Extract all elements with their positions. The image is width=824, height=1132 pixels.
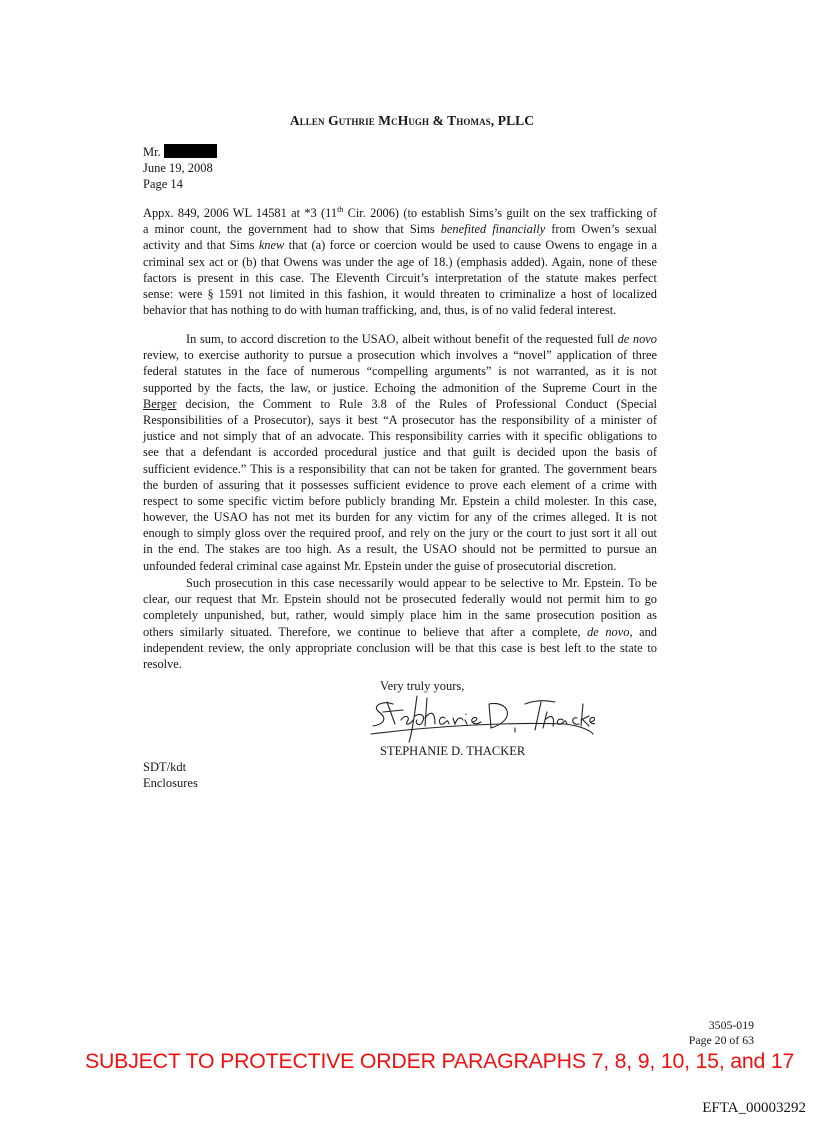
text-line (143, 525, 657, 541)
text-run: In sum, to accord discretion to the USAO, albeit without benefit of the requested full (186, 332, 618, 346)
text-run: Responsibilities of a Prosecutor), says it best “A prosecutor has the responsibility of a minister of (143, 412, 657, 427)
text-run: clear, our request that Mr. Epstein should not be prosecuted federally would not permit him to go (143, 592, 657, 607)
paragraph-2 (143, 331, 657, 574)
text-run: Such prosecution in this case necessarily would appear to be selective to Mr. Epstein. To be (186, 576, 657, 590)
text-line (143, 624, 657, 640)
text-run: decision, the Comment to Rule 3.8 of the Rules of Professional Conduct (Special (176, 396, 657, 411)
text-line (143, 558, 657, 574)
text-run: the burden of assuring that it possesses sufficient evidence to prove each element of a crime with (143, 477, 657, 492)
text-line (143, 509, 657, 525)
initials: SDT/kdt (143, 760, 187, 774)
text-run: see that a defendant is accorded procedural justice and that guilt is decided upon the basis of (143, 445, 657, 460)
text-line (143, 656, 657, 672)
text-run: in the end. The stakes are too high. As a result, the USAO should not be permitted to pursue an (143, 542, 657, 557)
text-run: Cir. 2006) (to establish Sims’s guilt on the sex trafficking of (343, 206, 657, 220)
recipient-label: Mr. (143, 145, 161, 159)
document-number: 3505-019 (708, 1018, 754, 1032)
text-run: resolve. (143, 656, 182, 671)
text-run: review, to exercise authority to pursue a prosecution which involves a “novel” application of three (143, 348, 657, 363)
text-run: completely unpunished, but, rather, would simply place him in the same prosecution position as (143, 608, 657, 623)
document-page: Page 20 of 63 (688, 1033, 754, 1047)
text-line (143, 640, 657, 656)
text-line (143, 396, 657, 412)
text-run: respect to some specific victim before publicly branding Mr. Epstein a child molester. In this case, (143, 493, 657, 508)
text-line (143, 205, 657, 221)
recipient-line (143, 144, 217, 160)
text-run: sense: were § 1591 not limited in this fashion, it would threaten to criminalize a host of localized (143, 286, 657, 301)
italic-text: de novo (617, 332, 657, 346)
text-line (143, 444, 657, 460)
text-line (143, 477, 657, 493)
text-run: Appx. 849, 2006 WL 14581 at *3 (11 (143, 206, 338, 220)
text-line (143, 347, 657, 363)
text-line (143, 363, 657, 379)
text-run: behavior that has nothing to do with human trafficking, and, thus, is of no valid federal interest. (143, 303, 617, 318)
text-line (143, 380, 657, 396)
paragraph-1 (143, 205, 657, 318)
signatory-name: STEPHANIE D. THACKER (380, 744, 526, 758)
text-line (143, 412, 657, 428)
letter-page-number: Page 14 (143, 177, 183, 191)
text-line (143, 591, 657, 607)
text-line (143, 428, 657, 444)
text-run: federal statutes in the face of numerous “compelling arguments” is not warranted, as it is not (143, 364, 657, 379)
text-run: factors is present in this case. The Eleventh Circuit’s interpretation of the statute makes perfect (143, 270, 657, 285)
text-run: justice and not simply that of an advocate. This responsibility carries with it specific obligations to (143, 429, 657, 444)
text-run: , and (629, 624, 657, 639)
text-run: that (a) force or coercion would be used to cause Owens to engage in a (284, 238, 657, 253)
letterhead: Allen Guthrie McHugh & Thomas, PLLC (289, 113, 535, 128)
handwritten-signature (365, 690, 595, 745)
text-run: unfounded federal criminal case against Mr. Epstein under the guise of prosecutorial discretion. (143, 558, 617, 573)
text-line (143, 254, 657, 270)
text-line (143, 607, 657, 623)
text-run: however, the USAO has not met its burden for any victim for any of the crimes alleged. It is not (143, 510, 657, 525)
italic-text: benefited financially (440, 222, 546, 237)
text-run: activity and that Sims (143, 238, 259, 253)
text-run: independent review, the only appropriate conclusion will be that this case is best left to the state to (143, 640, 657, 655)
text-run: supported by the facts, the law, or justice. Echoing the admonition of the Supreme Court in the (143, 380, 657, 395)
text-run: criminal sex act or (b) that Owens was under the age of 18.) (emphasis added). Again, none of these (143, 254, 657, 269)
text-run: others similarly situated. Therefore, we continue to believe that after a complete, (143, 624, 588, 639)
letter-date: June 19, 2008 (143, 161, 213, 175)
text-line (143, 286, 657, 302)
italic-text: de novo (587, 624, 630, 639)
enclosures: Enclosures (143, 776, 198, 790)
bates-number: EFTA_00003292 (702, 1100, 806, 1116)
text-run: a minor count, the government had to show that Sims (143, 222, 441, 237)
italic-text: knew (258, 238, 285, 253)
text-run: sufficient evidence.” This is a responsibility that can not be taken for granted. The government bears (143, 461, 657, 476)
superscript-text: th (337, 204, 344, 214)
text-line (143, 270, 657, 286)
text-line (143, 237, 657, 253)
protective-order-stamp: SUBJECT TO PROTECTIVE ORDER PARAGRAPHS 7, 8, 9, 10, 15, and 17 (85, 1049, 795, 1073)
text-line (143, 331, 657, 347)
text-run: enough to simply gloss over the required proof, and rely on the jury or the court to just sort it all out (143, 526, 657, 541)
closing-salutation: Very truly yours, (380, 679, 465, 693)
text-line (143, 575, 657, 591)
redaction-box (164, 144, 217, 158)
underlined-text: Berger (143, 396, 177, 411)
text-line (143, 541, 657, 557)
text-line (143, 493, 657, 509)
text-run: from Owen’s sexual (545, 222, 657, 237)
paragraph-3 (143, 575, 657, 672)
text-line (143, 461, 657, 477)
document-reference (689, 1018, 754, 1048)
text-line (143, 221, 657, 237)
text-line (143, 302, 657, 318)
